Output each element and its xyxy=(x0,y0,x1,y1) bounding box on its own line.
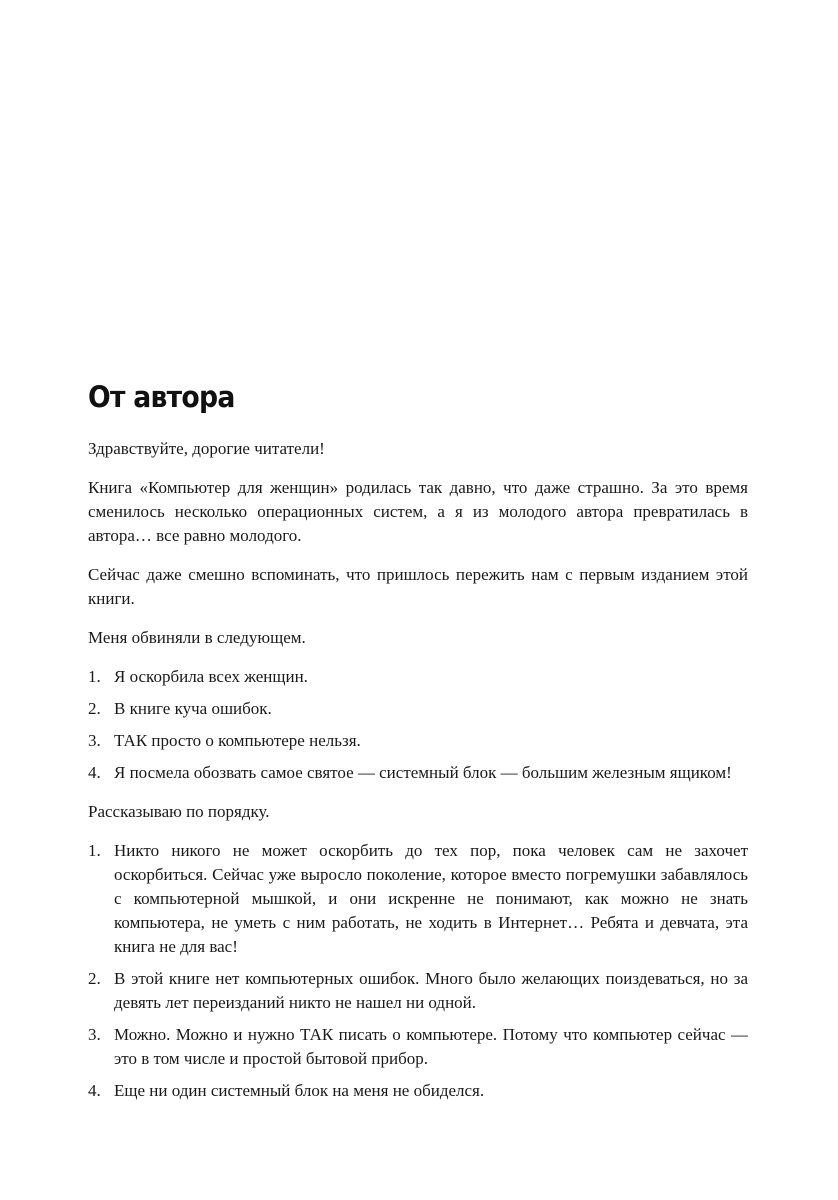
intro-paragraph: Книга «Компьютер для женщин» родилась так давно, что даже страшно. За это время сменилось несколько операционных систем, а я из молодого автора превратилась в автора… все равно молодого. xyxy=(88,478,748,545)
list-item xyxy=(88,729,748,753)
list-text: Еще ни один системный блок на меня не обиделся. xyxy=(114,1081,485,1100)
list-item xyxy=(88,665,748,689)
list-text: Я посмела обозвать самое святое — системный блок — большим железным ящиком! xyxy=(114,763,732,782)
greeting-paragraph: Здравствуйте, дорогие читатели! xyxy=(88,439,325,458)
list-text: ТАК просто о компьютере нельзя. xyxy=(114,731,361,750)
memory-paragraph: Сейчас даже смешно вспоминать, что пришлось пережить нам с первым изданием этой книги. xyxy=(88,565,748,608)
list-item xyxy=(88,1023,748,1071)
accusations-intro: Меня обвиняли в следующем. xyxy=(88,628,306,647)
page-content xyxy=(88,376,748,1118)
list-item xyxy=(88,1079,748,1103)
list-number: 3. xyxy=(88,731,101,750)
list-text: В книге куча ошибок. xyxy=(114,699,272,718)
list-number: 1. xyxy=(88,841,101,860)
list-text: Никто никого не может оскорбить до тех пор, пока человек сам не захочет оскорбиться. Сейчас уже выросло поколение, которое вместо погремушки забавлялось с компьютерной мышкой, и они искренне не понимают, как можно не знать компьютера, не уметь с ним работать, не ходить в Интернет… Ребята и девчата, эта книга не для вас! xyxy=(114,841,748,956)
answers-list xyxy=(88,839,748,1103)
list-number: 2. xyxy=(88,969,101,988)
list-number: 4. xyxy=(88,763,101,782)
list-text: Я оскорбила всех женщин. xyxy=(114,667,308,686)
page-title: От автора xyxy=(88,380,235,414)
list-text: Можно. Можно и нужно ТАК писать о компьютере. Потому что компьютер сейчас — это в том числе и простой бытовой прибор. xyxy=(114,1025,748,1068)
accusations-list xyxy=(88,665,748,785)
list-number: 3. xyxy=(88,1025,101,1044)
list-item xyxy=(88,839,748,959)
list-item xyxy=(88,761,748,785)
list-item xyxy=(88,697,748,721)
list-number: 2. xyxy=(88,699,101,718)
list-number: 1. xyxy=(88,667,101,686)
list-number: 4. xyxy=(88,1081,101,1100)
answers-intro: Рассказываю по порядку. xyxy=(88,802,270,821)
list-text: В этой книге нет компьютерных ошибок. Много было желающих поиздеваться, но за девять лет переизданий никто не нашел ни одной. xyxy=(114,969,748,1012)
list-item xyxy=(88,967,748,1015)
